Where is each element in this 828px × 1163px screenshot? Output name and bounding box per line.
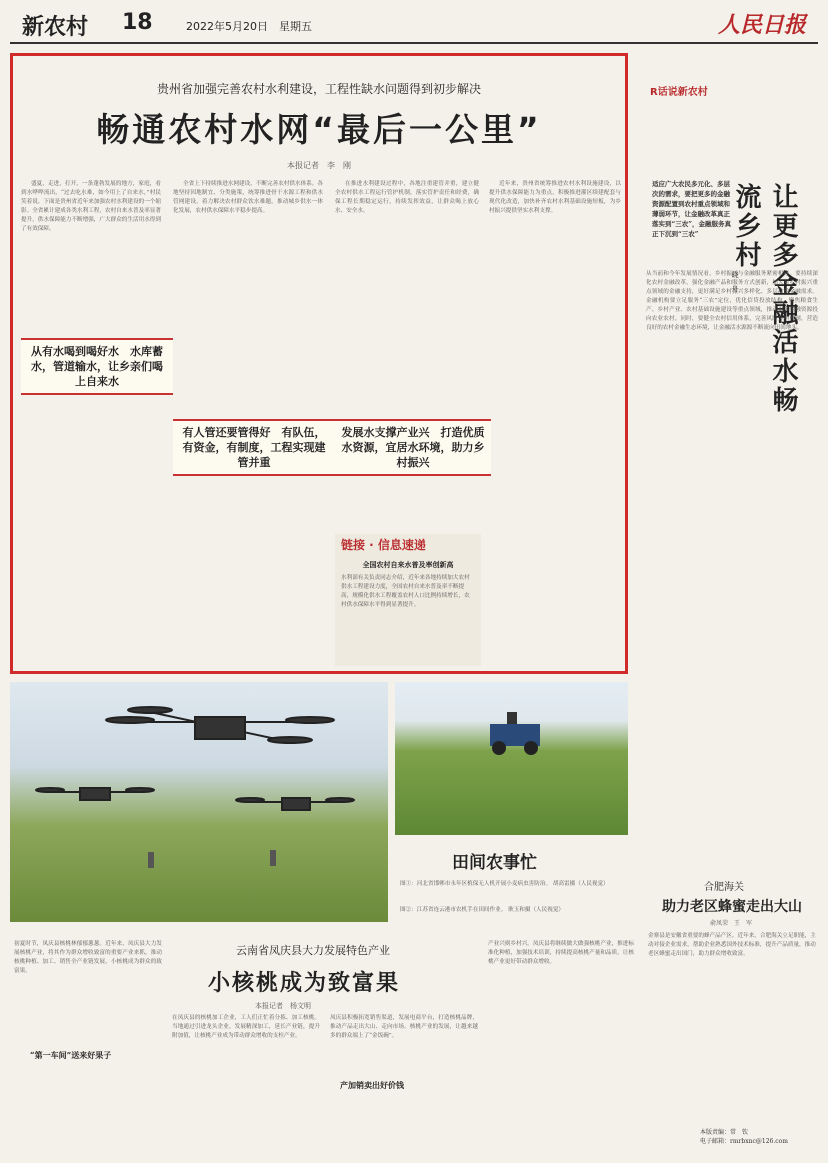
newspaper-logo: 人民日报 [717, 12, 806, 38]
commentary-author: 晓 舟 [731, 271, 739, 292]
commentary-tag: R话说新农村 [650, 87, 708, 98]
issue-date: 2022年5月20日 星期五 [186, 20, 312, 33]
bee-byline: 俞凤荣 王 军 [710, 920, 753, 927]
walnut-column-2 [172, 1014, 320, 1150]
photo-caption-2 [400, 906, 626, 915]
walnut-col2-text: 在凤庆县的核桃加工企业，工人们正忙着分拣、加工核桃。当地通过引进龙头企业，发展精深加工，延长产业链，提升附加值，让核桃产业成为带动群众增收的支柱产业。 [172, 1015, 320, 1039]
lead-col2-text: 全省上下持续推进水网建设，不断完善农村供水体系。各地坚持因地制宜、分类施策，统筹推进骨干水源工程和供水管网建设，着力解决农村群众饮水难题，推动城乡供水一体化发展，农村供水保障水平稳步提高。 [173, 181, 323, 214]
walnut-col3-text: 凤庆县积极拓宽销售渠道，发展电商平台，打造核桃品牌，推动产品走出大山、走向市场。核桃产业的发展，让越来越多的群众端上了“金饭碗”。 [330, 1015, 478, 1039]
tractor-photo-illustration [395, 682, 628, 835]
photo-caption-1-credit: 胡高雷摄（人民视觉） [552, 881, 609, 887]
section-title: 新农村 [22, 15, 89, 40]
footer-editor: 本版责编：常 钦 [700, 1129, 749, 1136]
photo-caption-1 [400, 880, 626, 889]
lead-story-highlight-box [10, 53, 628, 674]
lead-subhead-2: 有人管还要管得好 有队伍，有资金，有制度，工程实现建管并重 [173, 419, 335, 476]
commentary-title: 让更多金融活水畅流乡村 [731, 183, 798, 415]
lead-col1-text: 盛夏，走进，打开，一条蓬勃发展的地方，家庭，看到水哗哗流出，“过去吃水难，如今用上了自来水，”村民笑着说。下面是贵州省近年来加强农村水利建设的一个缩影。全省累计建成各类水利工程，农村自来水普及率显著提升，供水保障能力不断增强，广大群众的生活用水得到了有效保障。 [21, 181, 161, 232]
lead-subhead-1: 从有水喝到喝好水 水库蓄水，管道输水，让乡亲们喝上自来水 [21, 338, 173, 395]
lead-column-1 [21, 180, 161, 330]
link-title: 全国农村自来水普及率创新高 [362, 560, 454, 569]
walnut-column-4 [488, 940, 634, 1150]
walnut-kicker: 云南省凤庆县大力发展特色产业 [236, 944, 390, 957]
drone-photo-illustration [10, 682, 388, 922]
commentary-body: 从当前和今年发展情况看，乡村振兴与金融服务紧密相连。要持续深化农村金融改革，强化金融产品和服务方式创新，加大对乡村振兴重点领域的金融支持，更好满足乡村振兴多样化、多层次的金融需求。金融机构要立足服务“三农”定位，优化信贷投放结构，聚焦粮食生产、乡村产业、农村基础设施建设等重点领域，推动更多金融资源投向农业农村。同时，要健全农村信用体系，完善风险分担机制，营造良好的农村金融生态环境，让金融活水源源不断流向田间地头。 [646, 271, 818, 331]
walnut-byline: 本报记者 杨文明 [255, 1002, 311, 1010]
lead-col4-text: 近年来，贵州省统筹推进农村水利设施建设，以提升供水保障能力为重点，积极推进灌区续建配套与现代化改造，加快补齐农村水利基础设施短板，为乡村振兴提供坚实水利支撑。 [489, 181, 621, 214]
photo-feature-title: 田间农事忙 [452, 853, 537, 873]
photo-caption-1-text: 图①：河北省邯郸市永年区植保无人机开展小麦病虫害防治。 [400, 881, 552, 887]
lead-kicker: 贵州省加强完善农村水利建设，工程性缺水问题得到初步解决 [156, 82, 481, 96]
walnut-title: 小核桃成为致富果 [208, 971, 401, 996]
lead-column-3 [335, 180, 479, 410]
tractor-field-photo [395, 682, 628, 835]
lead-subhead-3: 发展水支撑产业兴 打造优质水资源，宜居水环境，助力乡村振兴 [335, 419, 491, 476]
walnut-subhead-1: “第一车间”送来好果子 [30, 1050, 112, 1060]
walnut-col4-text: 产业兴则乡村兴。凤庆县将继续做大做强核桃产业，推进标准化种植，加强技术培训，持续提高核桃产量和品质，让核桃产业更好带动群众增收。 [488, 941, 634, 965]
bee-kicker: 合肥海关 [704, 882, 744, 893]
bee-body: 金寨县是安徽省重要的蜂产品产区。近年来，合肥海关立足职能，主动对接企业需求，帮助企业熟悉国外技术标准，提升产品质量，推动老区蜂蜜走出国门，助力群众增收致富。 [648, 933, 816, 957]
link-body: 水利部有关负责同志介绍，近年来各地持续加大农村供水工程建设力度，全国农村自来水普及率不断提高，规模化供水工程覆盖农村人口比例持续增长，农村供水保障水平得到显著提升。 [341, 575, 470, 608]
lead-column-2 [173, 180, 323, 410]
lead-headline: 畅通农村水网“最后一公里” [96, 110, 542, 149]
walnut-subhead-2: 产加销卖出好价钱 [340, 1080, 404, 1090]
footer-email: 电子邮箱：rmrbxnc@126.com [700, 1138, 788, 1145]
lead-column-4 [489, 180, 621, 660]
masthead [10, 8, 818, 44]
lead-byline: 本报记者 李 刚 [287, 161, 351, 170]
walnut-column-1 [14, 940, 162, 1150]
link-label: 链接 · 信息速递 [341, 538, 426, 552]
page-number: 18 [122, 10, 153, 35]
photo-caption-2-text: 图②：江苏省连云港市农机手在田间作业。 [400, 907, 507, 913]
lead-col3-text: 在推进水利建设过程中，各地注重建管并重，建立健全农村供水工程运行管护机制，落实管护责任和经费，确保工程长期稳定运行，持续发挥效益，让群众喝上放心水、安全水。 [335, 181, 479, 214]
page-footer [700, 1128, 788, 1146]
photo-caption-2-credit: 耿玉和摄（人民视觉） [508, 907, 565, 913]
walnut-col1-text: 初夏时节，凤庆县核桃林郁郁葱葱。近年来，凤庆县大力发展核桃产业，将其作为群众增收致富的重要产业来抓，推动核桃种植、加工、销售全产业链发展，小核桃成为群众的致富果。 [14, 941, 162, 974]
bee-title: 助力老区蜂蜜走出大山 [662, 899, 802, 915]
info-link-box [335, 534, 481, 666]
commentary-lead: 适应广大农民多元化、多层次的需求，要把更多的金融资源配置到农村重点领域和薄弱环节，让金融改革真正落实到“三农”，金融服务真正下沉到“三农” [652, 180, 731, 238]
drone-field-photo [10, 682, 388, 922]
